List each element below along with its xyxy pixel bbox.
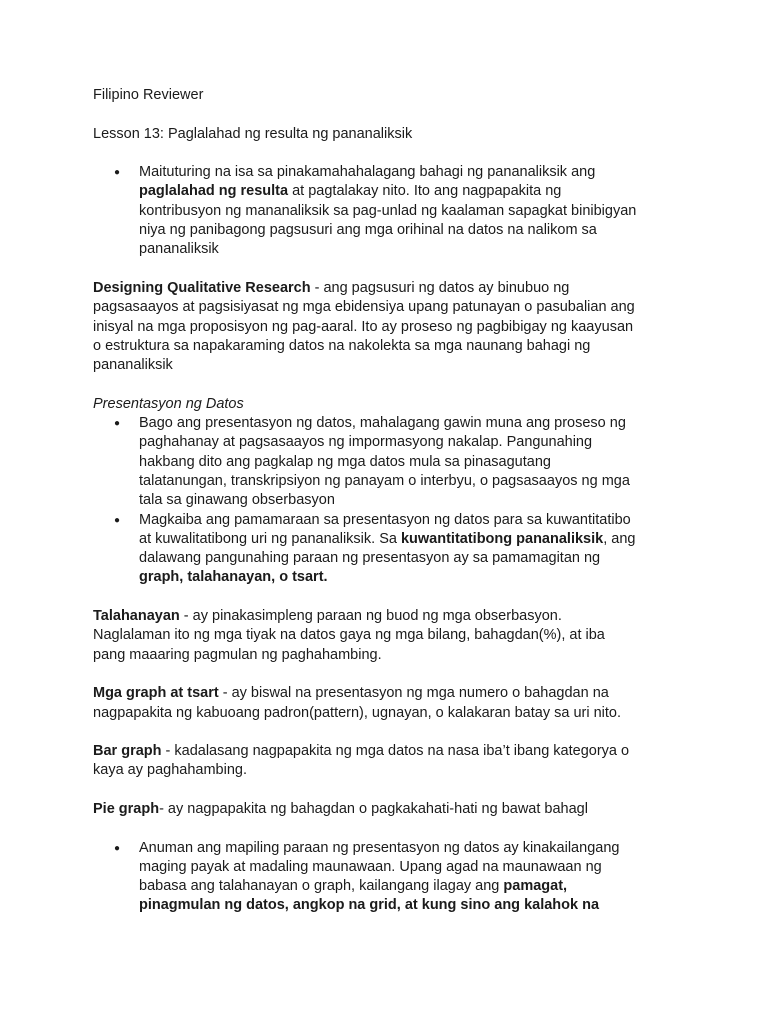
text-line (139, 858, 768, 877)
text-line (93, 646, 768, 665)
document-title (93, 86, 768, 105)
bold-term: pamagat, (503, 878, 568, 895)
text-segment: paghahanay at pagsasaayos ng impormasyong nakalap. Pangunahing (139, 434, 593, 451)
text-line (139, 240, 768, 259)
text-segment: - ay nagpapakita ng bahagdan o pagkakahati-hati ng bawat bahagl (159, 800, 588, 817)
text-line (93, 761, 768, 780)
text-segment: Maituturing na isa sa pinakamahahalagang bahagi ng pananaliksik ang (139, 164, 596, 181)
text-line (139, 530, 768, 549)
bar-graph-paragraph (93, 742, 768, 781)
text-segment: babasa ang talahanayan o graph, kailangang ilagay ang (139, 878, 504, 895)
text-line (139, 549, 768, 568)
text-line (93, 684, 768, 703)
bold-term: Pie graph (93, 800, 160, 817)
text-segment: inisyal na mga proposisyon ng pag-aaral. Ito ay proseso ng pagbibigay ng kaayusan (93, 318, 634, 335)
presentasyon-bullet-2 (93, 511, 768, 588)
bold-term: pinagmulan ng datos, angkop na grid, at kung sino ang kalahok na (139, 897, 600, 914)
document-body (93, 86, 768, 916)
text-line (93, 607, 768, 626)
text-segment: hakbang dito ang pagkalap ng mga datos mula sa pinasagutang (139, 453, 551, 470)
heading-text: Presentasyon ng Datos (93, 395, 244, 412)
bold-term: Bar graph (93, 743, 162, 760)
text-line (93, 704, 768, 723)
lesson-text: Lesson 13: Paglalahad ng resulta ng pananaliksik (93, 125, 413, 142)
bullet-icon: ● (114, 514, 121, 526)
text-segment: Bago ang presentasyon ng datos, mahalagang gawin muna ang proseso ng (139, 415, 626, 432)
bullet-icon: ● (114, 842, 121, 854)
bold-term: Talahanayan (93, 608, 180, 625)
text-segment: at kuwalitatibong uri ng pananaliksik. Sa (139, 530, 401, 547)
presentasyon-bullet-1 (93, 414, 768, 510)
text-line (139, 877, 768, 896)
bold-term: Designing Qualitative Research (93, 279, 311, 296)
text-line (93, 279, 768, 298)
text-segment: - ang pagsusuri ng datos ay binubuo ng (310, 279, 570, 296)
final-bullet-item (93, 839, 768, 916)
text-line (139, 414, 768, 433)
text-segment: at pagtalakay nito. Ito ang nagpapakita ng (288, 183, 562, 200)
text-segment: dalawang pangunahing paraan ng presentasyon ay sa pamamagitan ng (139, 550, 601, 567)
intro-bullet-item (93, 163, 768, 259)
text-segment: pananaliksik (93, 357, 173, 374)
text-line (139, 163, 768, 182)
text-line (93, 337, 768, 356)
lesson-title (93, 125, 768, 144)
text-line (93, 318, 768, 337)
pie-graph-paragraph (93, 800, 768, 819)
text-segment: kontribusyon ng mananaliksik sa pag-unlad ng kaalaman sapagkat binibigyan (139, 202, 637, 219)
text-segment: Anuman ang mapiling paraan ng presentasyon ng datos ay kinakailangang (139, 839, 620, 856)
text-line (139, 453, 768, 472)
bold-term: kuwantitatibong pananaliksik (400, 530, 604, 547)
text-line (93, 356, 768, 375)
text-line (93, 800, 768, 819)
section-heading (93, 395, 768, 414)
text-segment: pananaliksik (139, 241, 219, 258)
bold-term: graph, talahanayan, o tsart. (139, 569, 328, 586)
text-segment: tala sa ginawang obserbasyon (139, 492, 335, 509)
designing-paragraph (93, 279, 768, 375)
text-segment: talatanungan, transkripsiyon ng panayam o interbyu, o pagsasaayos ng mga (139, 472, 630, 489)
text-segment: Naglalaman ito ng mga tiyak na datos gaya ng mga bilang, bahagdan(%), at iba (93, 627, 605, 644)
bold-term: paglalahad ng resulta (139, 183, 289, 200)
text-segment: maging payak at madaling maunawaan. Upang agad na maunawaan ng (139, 858, 602, 875)
text-line (93, 742, 768, 761)
text-segment: Magkaiba ang pamamaraan sa presentasyon ng datos para sa kuwantitatibo (139, 511, 631, 528)
text-segment: - kadalasang nagpapakita ng mga datos na nasa iba’t ibang kategorya o (161, 743, 630, 760)
text-line (139, 568, 768, 587)
text-line (139, 202, 768, 221)
text-segment: pagsasaayos at pagsisiyasat ng mga ebidensiya upang patunayan o pasubalian ang (93, 299, 635, 316)
text-segment: nagpapakita ng kabuoang padron(pattern), ugnayan, o kalakaran batay sa uri nito. (93, 704, 622, 721)
bold-term: Mga graph at tsart (93, 685, 219, 702)
text-line (139, 433, 768, 452)
text-line (139, 472, 768, 491)
text-line (93, 626, 768, 645)
text-line (139, 221, 768, 240)
text-segment: niya ng panibagong pagsusuri ang mga orihinal na datos na nalikom sa (139, 222, 597, 239)
text-segment: - ay biswal na presentasyon ng mga numero o bahagdan na (218, 685, 609, 702)
text-line (139, 182, 768, 201)
text-segment: - ay pinakasimpleng paraan ng buod ng mga obserbasyon. (179, 608, 562, 625)
title-text: Filipino Reviewer (93, 87, 204, 103)
text-segment: , ang (603, 530, 636, 547)
text-segment: o estruktura sa napakaraming datos na nakolekta sa mga naunang bahagi ng (93, 337, 591, 354)
text-line (139, 839, 768, 858)
bullet-icon: ● (114, 418, 121, 430)
text-line (139, 511, 768, 530)
mga-graph-paragraph (93, 684, 768, 723)
text-line (139, 896, 768, 915)
talahanayan-paragraph (93, 607, 768, 665)
bullet-icon: ● (114, 167, 121, 179)
text-segment: kaya ay paghahambing. (93, 762, 247, 779)
text-line (93, 298, 768, 317)
text-line (139, 491, 768, 510)
text-segment: pang maaaring pagmulan ng paghahambing. (93, 646, 382, 663)
